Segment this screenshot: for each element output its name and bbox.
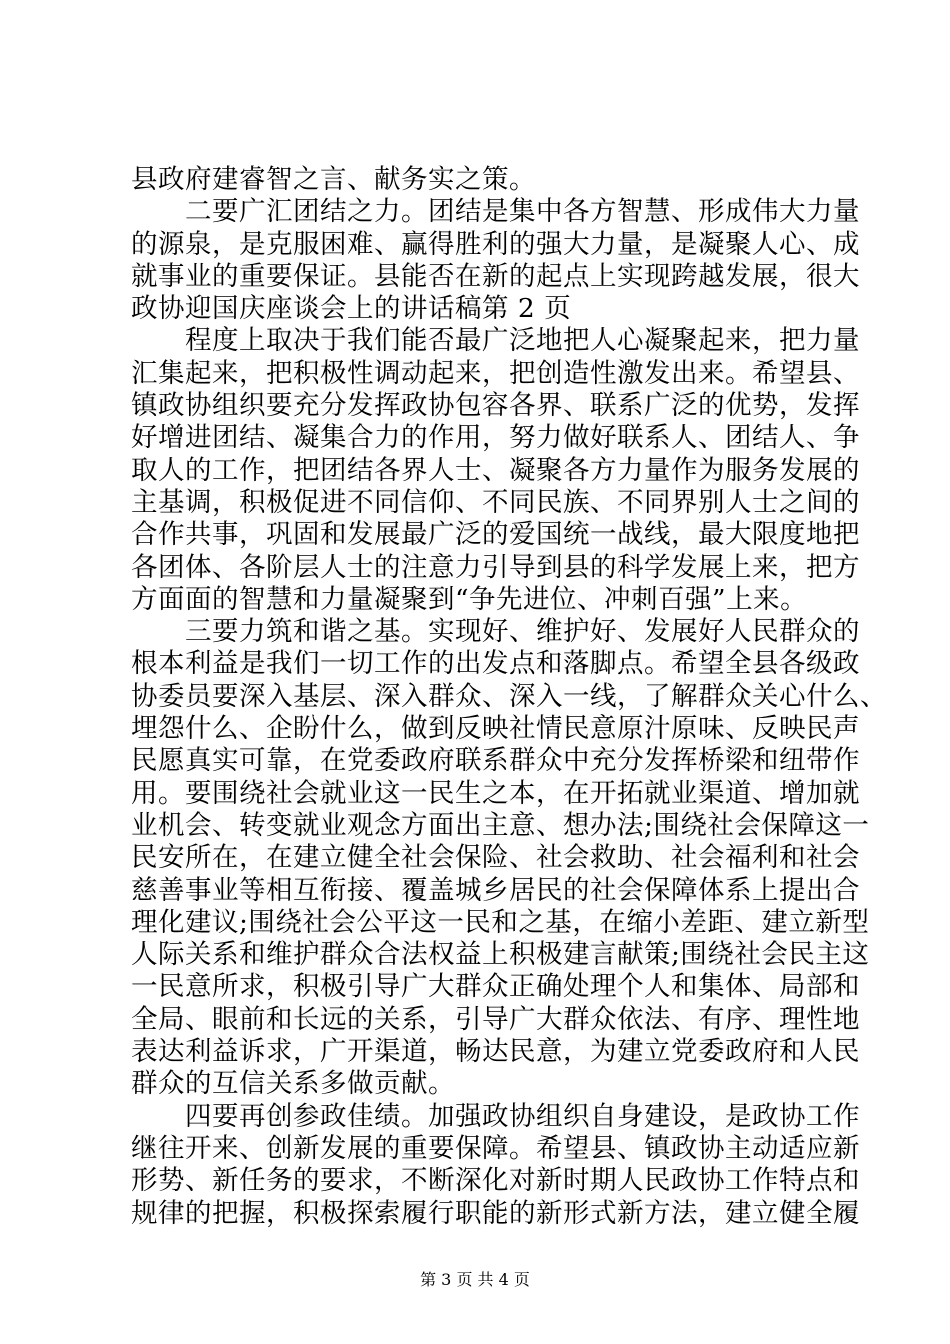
page-footer xyxy=(0,1270,950,1290)
text-line: 县政府建睿智之言、献务实之策。 xyxy=(131,164,536,195)
text-line: 根本利益是我们一切工作的出发点和落脚点。希望全县各级政 xyxy=(131,648,860,680)
text-line: 方面面的智慧和力量凝聚到“争先进位、冲刺百强”上来。 xyxy=(131,583,808,615)
text-line: 四要再创参政佳绩。加强政协组织自身建设，是政协工作 xyxy=(131,1100,860,1132)
document-body xyxy=(131,164,887,1230)
text-line: 镇政协组织要充分发挥政协包容各界、联系广泛的优势，发挥 xyxy=(131,390,860,422)
text-line: 埋怨什么、企盼什么，做到反映社情民意原汁原味、反映民声 xyxy=(131,713,860,745)
text-line: 全局、眼前和长远的关系，引导广大群众依法、有序、理性地 xyxy=(131,1003,860,1035)
text-line: 的源泉，是克服困难、赢得胜利的强大力量，是凝聚人心、成 xyxy=(131,228,860,260)
text-line: 二要广汇团结之力。团结是集中各方智慧、形成伟大力量 xyxy=(131,196,860,228)
text-line: 表达利益诉求，广开渠道，畅达民意，为建立党委政府和人民 xyxy=(131,1036,860,1068)
text-line: 民愿真实可靠，在党委政府联系群众中充分发挥桥梁和纽带作 xyxy=(131,745,860,777)
text-line: 群众的互信关系多做贡献。 xyxy=(131,1068,455,1100)
page-indicator: 第 3 页 共 4 页 xyxy=(420,1270,530,1289)
text-line: 一民意所求，积极引导广大群众正确处理个人和集体、局部和 xyxy=(131,971,860,1003)
text-line: 业机会、转变就业观念方面出主意、想办法;围绕社会保障这一 xyxy=(131,809,870,841)
text-line: 程度上取决于我们能否最广泛地把人心凝聚起来，把力量 xyxy=(131,325,860,357)
text-line: 继往开来、创新发展的重要保障。希望县、镇政协主动适应新 xyxy=(131,1132,860,1164)
text-line: 好增进团结、凝集合力的作用，努力做好联系人、团结人、争 xyxy=(131,422,860,454)
text-line: 形势、新任务的要求，不断深化对新时期人民政协工作特点和 xyxy=(131,1165,860,1197)
text-line: 主基调，积极促进不同信仰、不同民族、不同界别人士之间的 xyxy=(131,486,860,518)
text-line: 合作共事，巩固和发展最广泛的爱国统一战线，最大限度地把 xyxy=(131,519,860,551)
text-line: 汇集起来，把积极性调动起来，把创造性激发出来。希望县、 xyxy=(131,357,860,389)
text-line: 各团体、各阶层人士的注意力引导到县的科学发展上来，把方 xyxy=(131,551,860,583)
text-line: 民安所在，在建立健全社会保险、社会救助、社会福利和社会 xyxy=(131,842,860,874)
text-line: 协委员要深入基层、深入群众、深入一线，了解群众关心什么、 xyxy=(131,680,887,712)
text-line: 慈善事业等相互衔接、覆盖城乡居民的社会保障体系上提出合 xyxy=(131,874,860,906)
text-line: 就事业的重要保证。县能否在新的起点上实现跨越发展，很大 xyxy=(131,260,860,292)
text-line: 取人的工作，把团结各界人士、凝聚各方力量作为服务发展的 xyxy=(131,454,860,486)
text-line: 用。要围绕社会就业这一民生之本，在开拓就业渠道、增加就 xyxy=(131,777,860,809)
text-line: 规律的把握，积极探索履行职能的新形式新方法，建立健全履 xyxy=(131,1197,860,1229)
text-line: 理化建议;围绕社会公平这一民和之基，在缩小差距、建立新型 xyxy=(131,906,870,938)
text-line: 三要力筑和谐之基。实现好、维护好、发展好人民群众的 xyxy=(131,616,860,648)
text-line: 政协迎国庆座谈会上的讲话稿第 2 页 xyxy=(131,293,572,325)
text-line: 人际关系和维护群众合法权益上积极建言献策;围绕社会民主这 xyxy=(131,939,870,971)
